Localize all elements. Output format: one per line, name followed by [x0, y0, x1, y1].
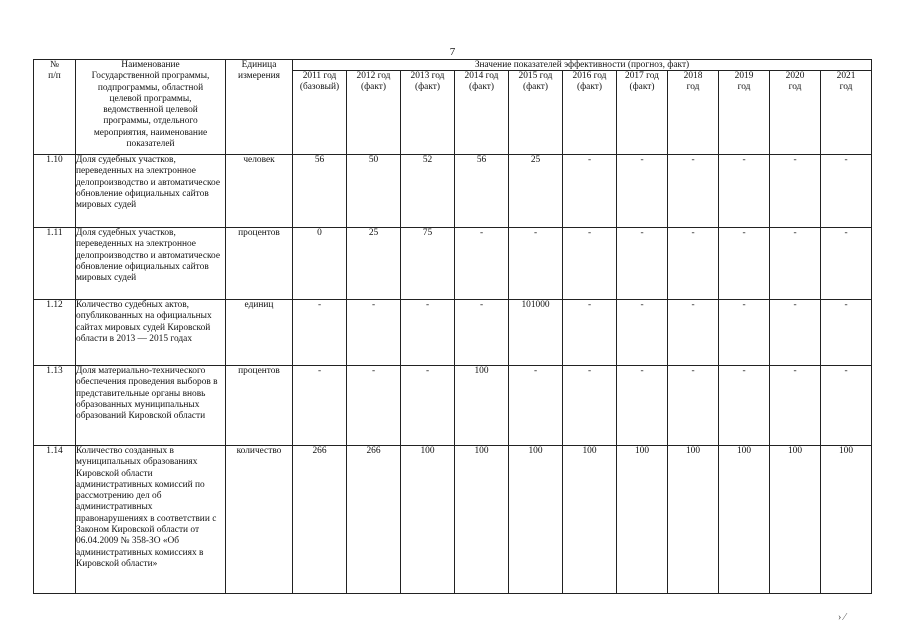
header-year	[347, 71, 401, 155]
header-year-label: 2011 год	[302, 71, 337, 81]
header-year-note: год	[737, 82, 751, 93]
indicator-value: -	[509, 366, 563, 446]
header-year-label: 2016 год	[572, 71, 607, 81]
indicator-value: -	[770, 228, 821, 300]
header-year	[770, 71, 821, 155]
indicator-value: -	[563, 366, 617, 446]
header-year-label: 2020	[785, 71, 805, 81]
indicator-value: -	[509, 228, 563, 300]
table-row	[34, 155, 872, 228]
indicator-value: -	[401, 300, 455, 366]
page-number: 7	[449, 46, 456, 58]
header-year-note: (факт)	[522, 82, 548, 93]
indicator-value: 50	[347, 155, 401, 228]
indicator-value: -	[719, 366, 770, 446]
indicator-value: -	[617, 366, 668, 446]
indicator-value: 100	[668, 446, 719, 594]
unit-of-measure: процентов	[226, 366, 293, 446]
header-year-note: (факт)	[360, 82, 386, 93]
indicator-value: 100	[455, 446, 509, 594]
indicator-value: 100	[617, 446, 668, 594]
unit-of-measure: процентов	[226, 228, 293, 300]
header-year-note: (факт)	[576, 82, 602, 93]
header-year-note: (факт)	[468, 82, 494, 93]
table-row	[34, 366, 872, 446]
header-year	[668, 71, 719, 155]
indicator-value: 52	[401, 155, 455, 228]
header-year	[563, 71, 617, 155]
header-year-label: 2021	[836, 71, 856, 81]
header-year-label: 2017 год	[625, 71, 659, 81]
indicator-value: -	[770, 366, 821, 446]
header-year-note: год	[788, 82, 802, 93]
indicator-value: -	[563, 155, 617, 228]
header-year	[293, 71, 347, 155]
indicator-value: 100	[563, 446, 617, 594]
indicator-name: Доля материально-технического обеспечения проведения выборов в представительные органы вновь образованных муниципальных образований Кировской области	[76, 366, 226, 446]
row-number: 1.11	[34, 228, 76, 300]
indicator-name: Количество судебных актов, опубликованных на официальных сайтах мировых судей Кировской области в 2013 — 2015 годах	[76, 300, 226, 366]
row-number: 1.13	[34, 366, 76, 446]
indicator-value: -	[821, 300, 872, 366]
header-name: Наименование Государственной программы, подпрограммы, областной целевой программы, ведомственной целевой программы, отдельного мероприятия, наименование показателей	[76, 60, 226, 155]
header-year-note: год	[839, 82, 853, 93]
indicator-value: 100	[821, 446, 872, 594]
indicator-value: 25	[509, 155, 563, 228]
indicator-value: 100	[401, 446, 455, 594]
indicator-value: -	[770, 155, 821, 228]
indicator-value: -	[668, 155, 719, 228]
header-year	[821, 71, 872, 155]
header-year	[719, 71, 770, 155]
table-row	[34, 446, 872, 594]
indicator-value: -	[617, 228, 668, 300]
unit-of-measure: единиц	[226, 300, 293, 366]
indicator-value: -	[821, 366, 872, 446]
header-num: № п/п	[34, 60, 76, 155]
indicator-value: 56	[293, 155, 347, 228]
header-year-label: 2013 год	[410, 71, 445, 81]
header-unit: Единица измерения	[226, 60, 293, 155]
header-year-label: 2019	[734, 71, 754, 81]
indicators-table	[33, 59, 872, 594]
indicator-value: -	[617, 300, 668, 366]
indicator-value: -	[719, 155, 770, 228]
indicator-value: -	[347, 366, 401, 446]
indicator-value: -	[719, 300, 770, 366]
header-year-note: (базовый)	[299, 82, 340, 93]
header-year-note: (факт)	[629, 82, 655, 93]
header-year-label: 2018	[683, 71, 703, 81]
indicator-value: -	[668, 228, 719, 300]
row-number: 1.12	[34, 300, 76, 366]
header-year-label: 2012 год	[356, 71, 391, 81]
table-row	[34, 300, 872, 366]
indicator-value: -	[668, 300, 719, 366]
header-year-note: год	[686, 82, 700, 93]
header-year	[509, 71, 563, 155]
indicator-value: -	[668, 366, 719, 446]
indicator-value: 100	[509, 446, 563, 594]
indicator-value: -	[347, 300, 401, 366]
indicator-value: -	[719, 228, 770, 300]
indicator-value: -	[821, 155, 872, 228]
indicator-value: 0	[293, 228, 347, 300]
indicator-value: -	[617, 155, 668, 228]
table-row	[34, 228, 872, 300]
indicator-value: 56	[455, 155, 509, 228]
unit-of-measure: количество	[226, 446, 293, 594]
indicator-value: 100	[455, 366, 509, 446]
unit-of-measure: человек	[226, 155, 293, 228]
indicator-name: Доля судебных участков, переведенных на электронное делопроизводство и автоматическое обновление официальных сайтов мировых судей	[76, 155, 226, 228]
indicator-name: Доля судебных участков, переведенных на электронное делопроизводство и автоматическое обновление официальных сайтов мировых судей	[76, 228, 226, 300]
indicator-value: -	[401, 366, 455, 446]
indicator-value: -	[455, 228, 509, 300]
indicator-value: -	[455, 300, 509, 366]
indicator-name: Количество созданных в муниципальных образованиях Кировской области административных комиссий по рассмотрению дел об административных правонарушениях в соответствии с Законом Кировской области от 06.04.2009 № 358-ЗО «Об административных комиссиях в Кировской области»	[76, 446, 226, 594]
indicator-value: 75	[401, 228, 455, 300]
header-year-label: 2015 год	[518, 71, 553, 81]
header-values-group: Значение показателей эффективности (прогноз, факт)	[293, 60, 872, 71]
header-year-note: (факт)	[414, 82, 440, 93]
row-number: 1.14	[34, 446, 76, 594]
row-number: 1.10	[34, 155, 76, 228]
scan-marks: › ⁄	[838, 612, 846, 623]
indicator-value: 101000	[509, 300, 563, 366]
header-year-label: 2014 год	[464, 71, 499, 81]
indicator-value: 100	[770, 446, 821, 594]
indicator-value: -	[563, 300, 617, 366]
indicator-value: -	[770, 300, 821, 366]
indicator-value: 266	[347, 446, 401, 594]
table-body	[34, 155, 872, 594]
header-year	[617, 71, 668, 155]
indicator-value: -	[563, 228, 617, 300]
indicator-value: -	[821, 228, 872, 300]
header-year	[401, 71, 455, 155]
header-year	[455, 71, 509, 155]
indicator-value: 25	[347, 228, 401, 300]
indicator-value: 266	[293, 446, 347, 594]
indicator-value: -	[293, 300, 347, 366]
indicator-value: 100	[719, 446, 770, 594]
indicator-value: -	[293, 366, 347, 446]
